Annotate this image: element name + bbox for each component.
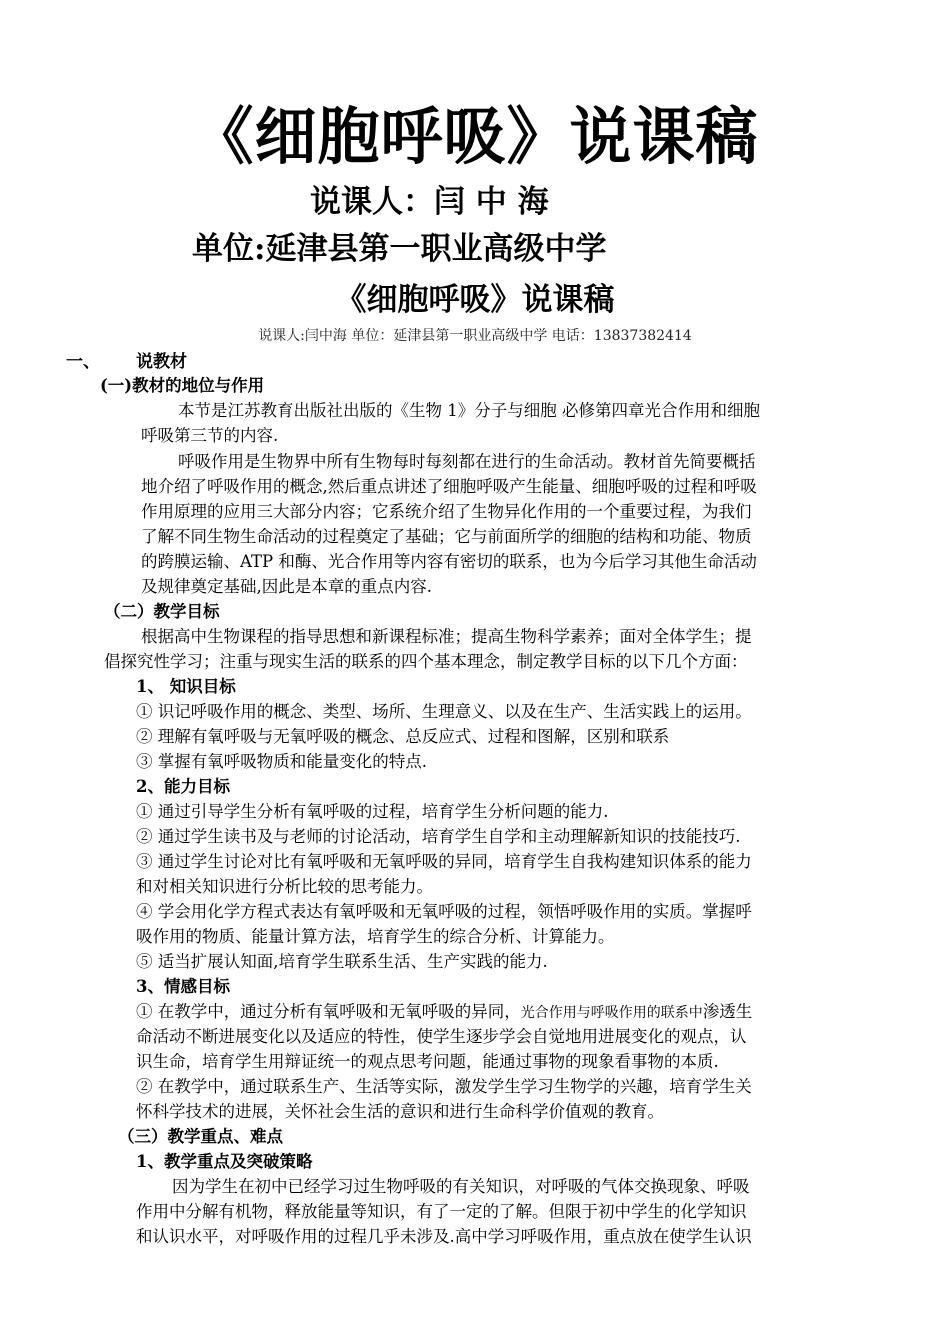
section-title: 说教材 xyxy=(136,352,187,372)
paragraph-line: 因为学生在初中已经学习过生物呼吸的有关知识，对呼吸的气体交换现象、呼吸 xyxy=(172,1177,750,1196)
goal-item-part: ① 在教学中，通过分析有氧呼吸和无氧呼吸的异同， xyxy=(136,1002,521,1021)
goal-title-ability: 2、能力目标 xyxy=(136,777,230,796)
goal-item: ③ 通过学生讨论对比有氧呼吸和无氧呼吸的异同，培育学生自我构建知识体系的能力 xyxy=(136,852,752,871)
paragraph-line: 作用原理的应用三大部分内容；它系统介绍了生物异化作用的一个重要过程，为我们 xyxy=(141,502,752,521)
goal-item: 吸作用的物质、能量计算方法，培育学生的综合分析、计算能力。 xyxy=(136,927,615,946)
goal-item: ③ 掌握有氧呼吸物质和能量变化的特点. xyxy=(136,752,427,771)
goal-item: ② 在教学中，通过联系生产、生活等实际，激发学生学习生物学的兴趣，培育学生关 xyxy=(136,1077,752,1096)
goal-item: ⑤ 适当扩展认知面,培育学生联系生活、生产实践的能力. xyxy=(136,952,548,971)
paragraph-line: 根据高中生物课程的指导思想和新课程标准；提高生物科学素养；面对全体学生；提 xyxy=(141,627,752,646)
paragraph-line: 及规律奠定基础,因此是本章的重点内容. xyxy=(141,577,432,596)
paragraph-line: 本节是江苏教育出版社出版的《生物 1》分子与细胞 必修第四章光合作用和细胞 xyxy=(178,401,760,420)
subsection-title-2: （二）教学目标 xyxy=(104,602,220,621)
goal-item: ① 通过引导学生分析有氧呼吸的过程，培育学生分析问题的能力. xyxy=(136,802,609,821)
goal-item-part: 渗透生 xyxy=(702,1002,753,1021)
goal-item: ② 通过学生读书及与老师的讨论活动，培育学生自学和主动理解新知识的技能技巧. xyxy=(136,827,741,846)
goal-item-small-part: 光合作用与呼吸作用的联系中 xyxy=(520,1005,703,1021)
paragraph-line: 倡探究性学习；注重与现实生活的联系的四个基本理念，制定教学目标的以下几个方面： xyxy=(104,652,748,671)
paragraph-line: 作用中分解有机物，释放能量等知识，有了一定的了解。但限于初中学生的化学知识 xyxy=(136,1202,747,1221)
paragraph-line: 呼吸第三节的内容. xyxy=(141,426,279,445)
goal-title-emotion: 3、情感目标 xyxy=(136,977,230,996)
goal-item: ② 理解有氧呼吸与无氧呼吸的概念、总反应式、过程和图解，区别和联系 xyxy=(136,727,670,746)
goal-item: ① 识记呼吸作用的概念、类型、场所、生理意义、以及在生产、生活实践上的运用。 xyxy=(136,702,752,721)
goal-item: 怀科学技术的进展，关怀社会生活的意识和进行生命科学价值观的教育。 xyxy=(136,1102,664,1121)
goal-item: 命活动不断进展变化以及适应的特性，使学生逐步学会自觉地用进展变化的观点，认 xyxy=(136,1027,747,1046)
goal-item: 和对相关知识进行分析比较的思考能力。 xyxy=(136,877,433,896)
section-number: 一、 xyxy=(66,352,100,372)
goal-item xyxy=(136,1000,752,1026)
document-title: 《细胞呼吸》说课稿 xyxy=(191,100,759,173)
speaker-heading: 说课人：闫 中 海 xyxy=(310,184,549,220)
subsection-title-1: (一)教材的地位与作用 xyxy=(100,376,265,395)
subsection-title-3: （三）教学重点、难点 xyxy=(118,1127,283,1146)
paragraph-line: 的跨膜运输、ATP 和酶、光合作用等内容有密切的联系，也为今后学习其他生命活动 xyxy=(141,552,757,571)
document-subtitle: 《细胞呼吸》说课稿 xyxy=(335,282,615,318)
goal-item: ④ 学会用化学方程式表达有氧呼吸和无氧呼吸的过程，领悟呼吸作用的实质。掌握呼 xyxy=(136,902,752,921)
unit-heading: 单位:延津县第一职业高级中学 xyxy=(192,231,607,267)
paragraph-line: 地介绍了呼吸作用的概念,然后重点讲述了细胞呼吸产生能量、细胞呼吸的过程和呼吸 xyxy=(141,477,757,496)
goal-item: 识生命，培育学生用辩证统一的观点思考问题，能通过事物的现象看事物的本质. xyxy=(136,1052,719,1071)
paragraph-line: 呼吸作用是生物界中所有生物每时每刻都在进行的生命活动。教材首先简要概括 xyxy=(178,452,756,471)
paragraph-line: 和认识水平，对呼吸作用的过程几乎未涉及.高中学习呼吸作用，重点放在使学生认识 xyxy=(136,1227,752,1246)
paragraph-line: 了解不同生物生命活动的过程奠定了基础；它与前面所学的细胞的结构和功能、物质 xyxy=(141,527,752,546)
speaker-info-line: 说课人:闫中海 单位：延津县第一职业高级中学 电话：13837382414 xyxy=(258,328,692,344)
goal-title-knowledge: 1、 知识目标 xyxy=(136,677,236,696)
key-point-title: 1、教学重点及突破策略 xyxy=(136,1152,313,1171)
